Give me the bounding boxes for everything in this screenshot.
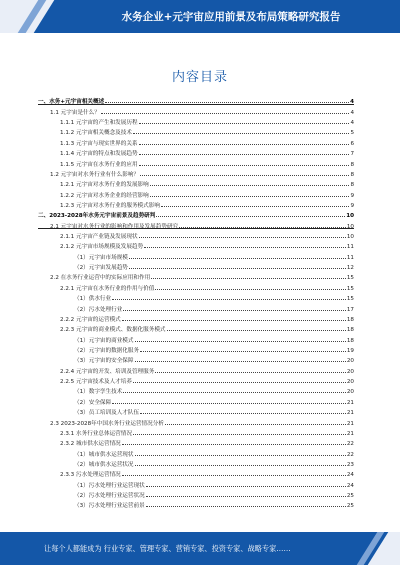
toc-leader-dots xyxy=(150,196,350,197)
toc-entry-page: 24 xyxy=(346,482,354,489)
toc-leader-dots xyxy=(151,278,346,279)
toc-entry-page: 20 xyxy=(346,358,354,365)
toc-entry-page: 20 xyxy=(346,379,354,386)
toc-leader-dots xyxy=(139,123,350,124)
report-title: 水务企业+元宇宙应用前景及布局策略研究报告 xyxy=(121,11,341,23)
toc-entry-text: 1.1.2 元宇宙相关概念及技术 xyxy=(60,130,132,137)
toc-entry[interactable] xyxy=(38,147,354,157)
toc-leader-dots xyxy=(139,144,350,145)
toc-entry-text: 1.2.3 元宇宙对水务行业的服务模式影响 xyxy=(60,202,160,209)
toc-leader-dots xyxy=(165,424,346,425)
toc-entry-page: 4 xyxy=(350,109,354,116)
toc-leader-dots xyxy=(146,506,346,507)
toc-entry-text: 1.2.1 元宇宙对水务行业的发展影响 xyxy=(60,182,149,189)
toc-entry-page: 7 xyxy=(350,151,354,158)
toc-entry[interactable] xyxy=(38,219,354,229)
toc-entry-text: （2）城市供水运营状况 xyxy=(74,461,134,468)
toc-leader-dots xyxy=(129,258,346,259)
toc-entry-page: 5 xyxy=(350,130,354,137)
toc-entry[interactable] xyxy=(38,354,354,364)
toc-entry-page: 21 xyxy=(346,420,354,427)
toc-entry-text: （1）污水处理行业运营现状 xyxy=(74,482,145,489)
toc-entry[interactable] xyxy=(38,447,354,457)
toc-leader-dots xyxy=(146,496,346,497)
toc-leader-dots xyxy=(140,413,346,414)
toc-entry-text: （1）元宇宙市场规模 xyxy=(74,254,128,261)
toc-entry[interactable] xyxy=(38,364,354,374)
report-header xyxy=(0,0,400,33)
toc-entry-text: （1）数字孪生技术 xyxy=(74,389,123,396)
toc-leader-dots xyxy=(179,227,346,228)
toc-entry[interactable] xyxy=(38,116,354,126)
toc-entry-page: 24 xyxy=(346,472,354,479)
toc-leader-dots xyxy=(140,175,349,176)
toc-entry-page: 4 xyxy=(350,120,354,127)
toc-entry-text: （2）污水处理行业运营状况 xyxy=(74,493,145,500)
toc-leader-dots xyxy=(112,299,346,300)
toc-entry-text: 2.2.5 元宇宙技术及人才培养 xyxy=(60,379,132,386)
toc-leader-dots xyxy=(161,206,350,207)
toc-entry-page: 6 xyxy=(350,140,354,147)
toc-entry-text: 1.2.2 元宇宙对水务企业的经营影响 xyxy=(60,192,149,199)
toc-entry[interactable] xyxy=(38,458,354,468)
toc-entry[interactable] xyxy=(38,427,354,437)
toc-leader-dots xyxy=(133,434,346,435)
toc-entry-page: 8 xyxy=(350,171,354,178)
toc-entry[interactable] xyxy=(38,385,354,395)
toc-leader-dots xyxy=(156,216,345,217)
toc-entry[interactable] xyxy=(38,178,354,188)
toc-entry-page: 8 xyxy=(350,182,354,189)
toc-entry-page: 15 xyxy=(346,296,354,303)
toc-entry-page: 18 xyxy=(346,316,354,323)
toc-entry-page: 8 xyxy=(350,161,354,168)
toc-leader-dots xyxy=(167,330,346,331)
toc-entry-text: （1）城市供水运营现状 xyxy=(74,451,134,458)
toc-entry-text: 2.1 元宇宙对水务行业的影响和作用及发展趋势研究 xyxy=(50,223,179,230)
toc-leader-dots xyxy=(122,475,346,476)
toc-entry-page: 9 xyxy=(350,202,354,209)
toc-entry-page: 11 xyxy=(346,244,354,251)
table-of-contents xyxy=(38,95,354,509)
toc-entry[interactable] xyxy=(38,95,354,105)
toc-leader-dots xyxy=(133,133,349,134)
toc-entry-page: 11 xyxy=(346,254,354,261)
toc-entry-text: 2.3 2023-2028年中国水务行业运营情况分析 xyxy=(50,420,164,427)
toc-entry-text: （2）污水处理行业 xyxy=(74,306,123,313)
toc-entry-text: 2.3.2 城市供水运营情况 xyxy=(60,441,121,448)
toc-entry[interactable] xyxy=(38,489,354,499)
toc-leader-dots xyxy=(123,310,346,311)
toc-entry-page: 10 xyxy=(346,223,354,230)
toc-leader-dots xyxy=(155,372,346,373)
toc-leader-dots xyxy=(146,486,346,487)
toc-entry[interactable] xyxy=(38,188,354,198)
toc-entry-page: 20 xyxy=(346,368,354,375)
toc-entry[interactable] xyxy=(38,499,354,509)
toc-leader-dots xyxy=(129,268,346,269)
toc-leader-dots xyxy=(140,351,346,352)
toc-leader-dots xyxy=(139,154,350,155)
toc-entry[interactable] xyxy=(38,313,354,323)
toc-entry[interactable] xyxy=(38,344,354,354)
toc-entry-page: 21 xyxy=(346,410,354,417)
toc-entry-page: 12 xyxy=(346,265,354,272)
toc-entry-text: （1）元宇宙的商业模式 xyxy=(74,337,134,344)
toc-entry-text: （2）元宇宙发展趋势 xyxy=(74,265,128,272)
toc-entry[interactable] xyxy=(38,395,354,405)
report-footer xyxy=(0,532,400,565)
toc-entry-page: 18 xyxy=(346,327,354,334)
toc-entry-page: 15 xyxy=(346,275,354,282)
toc-entry-text: 2.2.3 元宇宙的商业模式、数据化服务模式 xyxy=(60,327,166,334)
toc-entry-text: 2.2.4 元宇宙的开发、培训及管理服务 xyxy=(60,368,155,375)
toc-leader-dots xyxy=(150,185,350,186)
toc-entry[interactable] xyxy=(38,406,354,416)
toc-leader-dots xyxy=(101,113,350,114)
toc-entry-page: 17 xyxy=(346,306,354,313)
toc-entry-page: 22 xyxy=(346,441,354,448)
toc-leader-dots xyxy=(135,465,346,466)
toc-entry[interactable] xyxy=(38,375,354,385)
toc-entry-text: （2）元宇宙的数据化服务 xyxy=(74,347,140,354)
toc-entry-page: 4 xyxy=(350,99,354,106)
toc-entry[interactable] xyxy=(38,323,354,333)
toc-entry[interactable] xyxy=(38,302,354,312)
toc-entry[interactable] xyxy=(38,437,354,447)
toc-leader-dots xyxy=(112,403,346,404)
toc-entry-page: 25 xyxy=(346,493,354,500)
toc-entry[interactable] xyxy=(38,168,354,178)
toc-entry-text: （3）污水处理行业运营前景 xyxy=(74,503,145,510)
toc-entry-page: 21 xyxy=(346,430,354,437)
toc-entry-page: 19 xyxy=(346,347,354,354)
toc-entry-page: 10 xyxy=(346,213,354,220)
toc-entry-text: 2.1.1 元宇宙产业链及发展现状 xyxy=(60,234,138,241)
toc-entry[interactable] xyxy=(38,136,354,146)
toc-leader-dots xyxy=(122,320,346,321)
toc-entry[interactable] xyxy=(38,468,354,478)
toc-entry-text: （2）安全保障 xyxy=(74,399,112,406)
toc-leader-dots xyxy=(144,247,346,248)
toc-leader-dots xyxy=(135,361,346,362)
toc-entry[interactable] xyxy=(38,261,354,271)
toc-entry-text: 1.1 元宇宙是什么？ xyxy=(50,109,100,116)
toc-entry-text: 2.2 在水务行业运营中的实际应用和作用 xyxy=(50,275,151,282)
toc-leader-dots xyxy=(139,165,350,166)
toc-entry-page: 23 xyxy=(346,461,354,468)
toc-entry-page: 21 xyxy=(346,399,354,406)
toc-entry-text: 2.3.3 污水处理运营情况 xyxy=(60,472,121,479)
toc-leader-dots xyxy=(122,444,346,445)
toc-entry[interactable] xyxy=(38,199,354,209)
toc-entry[interactable] xyxy=(38,292,354,302)
toc-entry-page: 20 xyxy=(346,389,354,396)
toc-entry-page: 22 xyxy=(346,451,354,458)
toc-entry[interactable] xyxy=(38,240,354,250)
toc-entry-text: （3）员工培训及人才队伍 xyxy=(74,410,140,417)
toc-entry-text: 2.1.2 元宇宙市场规模及发展趋势 xyxy=(60,244,144,251)
toc-leader-dots xyxy=(139,237,346,238)
footer-slogan: 让每个人都能成为 行业专家、管理专家、营销专家、投资专家、战略专家…… xyxy=(44,544,291,553)
toc-entry[interactable] xyxy=(38,416,354,426)
toc-entry[interactable] xyxy=(38,157,354,167)
toc-entry[interactable] xyxy=(38,230,354,240)
toc-entry-text: 2.2.2 元宇宙的运营模式 xyxy=(60,316,121,323)
toc-leader-dots xyxy=(133,382,346,383)
toc-leader-dots xyxy=(135,455,346,456)
toc-leader-dots xyxy=(123,392,346,393)
toc-leader-dots xyxy=(105,102,349,103)
toc-entry-text: 1.2 元宇宙对水务行业有什么影响？ xyxy=(50,171,139,178)
toc-entry-text: 2.2.1 元宇宙在水务行业的作用与价值 xyxy=(60,285,155,292)
toc-heading: 内容目录 xyxy=(171,70,228,85)
toc-entry[interactable] xyxy=(38,281,354,291)
toc-entry-text: 1.1.4 元宇宙的特点和发展趋势 xyxy=(60,151,138,158)
toc-entry[interactable] xyxy=(38,478,354,488)
toc-entry-page: 9 xyxy=(350,192,354,199)
toc-entry-text: 1.1.1 元宇宙的产生和发展历程 xyxy=(60,120,138,127)
toc-entry[interactable] xyxy=(38,271,354,281)
toc-entry-page: 15 xyxy=(346,285,354,292)
toc-entry[interactable] xyxy=(38,333,354,343)
toc-leader-dots xyxy=(155,289,346,290)
toc-entry-text: （1）供水行业 xyxy=(74,296,112,303)
toc-entry-text: 二、2023-2028年水务元宇宙前景及趋势研判 xyxy=(38,213,156,220)
toc-entry[interactable] xyxy=(38,126,354,136)
toc-entry-page: 25 xyxy=(346,503,354,510)
toc-entry-text: 1.1.3 元宇宙与现实世界的关系 xyxy=(60,140,138,147)
toc-entry-page: 18 xyxy=(346,337,354,344)
toc-leader-dots xyxy=(135,341,346,342)
toc-entry[interactable] xyxy=(38,250,354,260)
toc-entry-text: 一、水务+元宇宙相关概述 xyxy=(38,99,105,106)
toc-entry[interactable] xyxy=(38,209,354,219)
toc-entry[interactable] xyxy=(38,105,354,115)
toc-entry-text: 2.3.1 水务行业总体运营情况 xyxy=(60,430,132,437)
toc-entry-page: 10 xyxy=(346,234,354,241)
toc-entry-text: 1.1.5 元宇宙在水务行业的应用 xyxy=(60,161,138,168)
toc-entry-text: （3）元宇宙的安全保障 xyxy=(74,358,134,365)
